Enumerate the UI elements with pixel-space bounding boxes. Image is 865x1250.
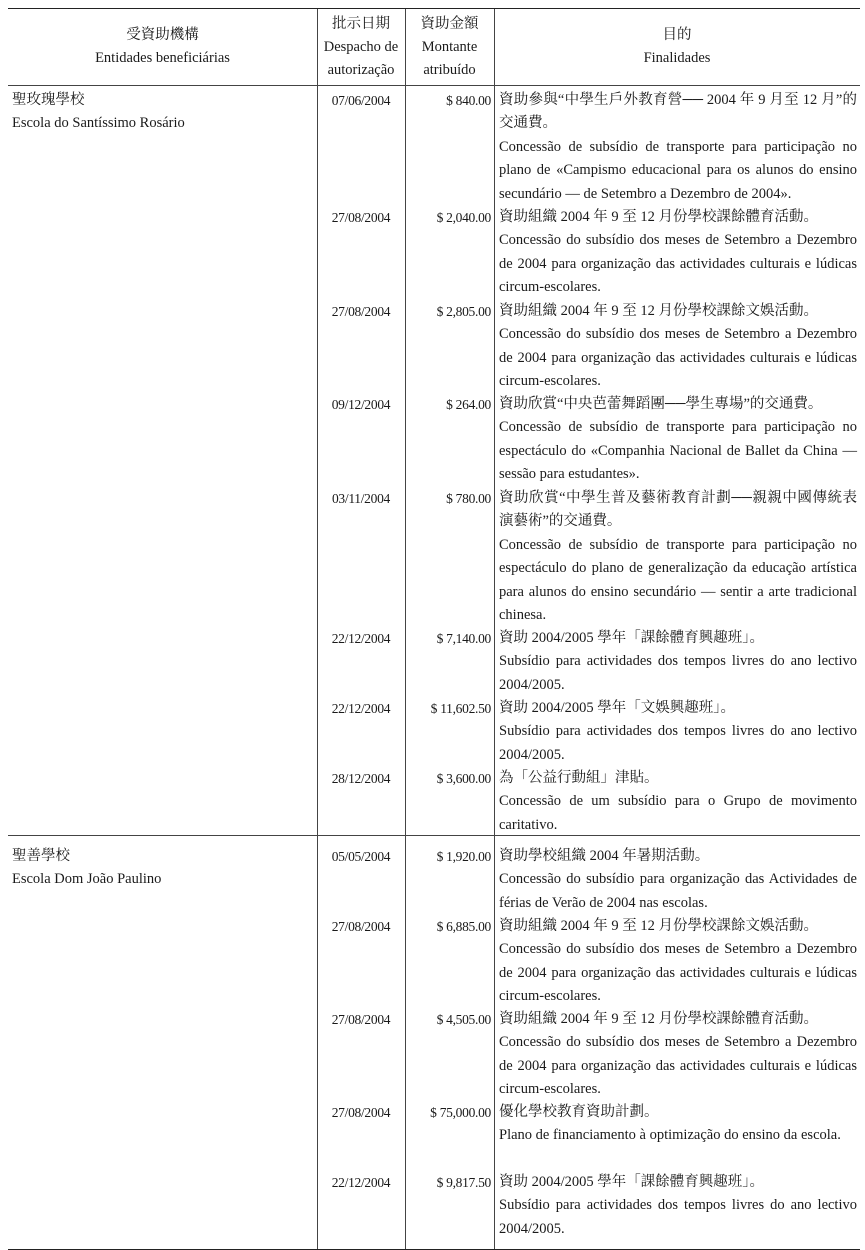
amount-cell: $ 2,040.00 bbox=[436, 210, 491, 225]
header-purpose-zh: 目的 bbox=[662, 27, 692, 43]
date-cell: 22/12/2004 bbox=[331, 631, 391, 646]
purpose-pt: Concessão de subsídio de transporte para participação no espectáculo do plano de generalização da educação artística para alunos do ensino secundário — sentir a arte tradicional chinesa. bbox=[499, 536, 857, 624]
purpose-zh: 資助組織 2004 年 9 至 12 月份學校課餘體育活動。 bbox=[499, 1011, 818, 1027]
header-purpose bbox=[494, 9, 860, 85]
header-date-pt1: Despacho de bbox=[323, 38, 399, 55]
purpose-zh: 資助 2004/2005 學年「文娛興趣班」。 bbox=[499, 700, 736, 716]
entity-name-zh: 聖玫瑰學校 bbox=[12, 92, 85, 108]
purpose-cell bbox=[499, 1008, 857, 1102]
amount-cell: $ 9,817.50 bbox=[436, 1175, 491, 1190]
purpose-zh: 資助組織 2004 年 9 至 12 月份學校課餘體育活動。 bbox=[499, 209, 818, 225]
purpose-cell bbox=[499, 627, 857, 697]
header-date bbox=[317, 9, 405, 85]
header-date-zh: 批示日期 bbox=[332, 15, 390, 32]
header-amount-pt1: Montante bbox=[421, 38, 478, 55]
purpose-pt: Concessão do subsídio para organização das Actividades de férias de Verão de 2004 nas escolas. bbox=[499, 871, 857, 911]
purpose-zh: 為「公益行動組」津貼。 bbox=[499, 770, 659, 786]
date-cell: 22/12/2004 bbox=[331, 1175, 391, 1190]
amount-cell: $ 2,805.00 bbox=[436, 304, 491, 319]
entity-name bbox=[12, 845, 161, 892]
header-date-pt2: autorização bbox=[327, 61, 395, 78]
purpose-pt: Concessão do subsídio dos meses de Setembro a Dezembro de 2004 para organização das actividades culturais e lúdicas circum-escolares. bbox=[499, 326, 857, 390]
purpose-pt: Plano de financiamento à optimização do ensino da escola. bbox=[499, 1127, 841, 1144]
purpose-cell bbox=[499, 89, 857, 206]
purpose-pt: Subsídio para actividades dos tempos livres do ano lectivo 2004/2005. bbox=[499, 1197, 857, 1237]
entity-name bbox=[12, 89, 185, 136]
purpose-cell bbox=[499, 697, 857, 767]
date-cell: 28/12/2004 bbox=[331, 771, 391, 786]
column-divider bbox=[494, 9, 495, 1249]
purpose-cell bbox=[499, 487, 857, 627]
header-divider bbox=[8, 85, 860, 86]
date-cell: 03/11/2004 bbox=[331, 491, 390, 506]
purpose-pt: Subsídio para actividades dos tempos livres do ano lectivo 2004/2005. bbox=[499, 723, 857, 763]
subsidy-table bbox=[8, 8, 860, 1250]
purpose-cell bbox=[499, 845, 857, 915]
header-amount bbox=[405, 9, 494, 85]
date-cell: 27/08/2004 bbox=[331, 919, 391, 934]
header-entities-zh: 受資助機構 bbox=[126, 27, 199, 43]
amount-cell: $ 7,140.00 bbox=[436, 631, 491, 646]
date-cell: 27/08/2004 bbox=[331, 304, 391, 319]
purpose-cell bbox=[499, 1101, 857, 1148]
header-amount-pt2: atribuído bbox=[423, 61, 476, 78]
purpose-cell bbox=[499, 206, 857, 300]
entity-name-zh: 聖善學校 bbox=[12, 848, 70, 864]
amount-cell: $ 11,602.50 bbox=[430, 701, 491, 716]
purpose-cell bbox=[499, 767, 857, 837]
amount-cell: $ 3,600.00 bbox=[436, 771, 491, 786]
amount-cell: $ 264.00 bbox=[446, 397, 491, 412]
purpose-pt: Concessão do subsídio dos meses de Setembro a Dezembro de 2004 para organização das actividades culturais e lúdicas circum-escolares. bbox=[499, 1034, 857, 1098]
purpose-zh: 資助組織 2004 年 9 至 12 月份學校課餘文娛活動。 bbox=[499, 303, 818, 319]
purpose-zh: 資助 2004/2005 學年「課餘體育興趣班」。 bbox=[499, 1174, 765, 1190]
purpose-cell bbox=[499, 393, 857, 487]
date-cell: 22/12/2004 bbox=[331, 701, 391, 716]
purpose-zh: 資助學校組織 2004 年暑期活動。 bbox=[499, 848, 710, 864]
purpose-cell bbox=[499, 915, 857, 1009]
purpose-cell bbox=[499, 300, 857, 394]
entity-name-pt: Escola Dom João Paulino bbox=[12, 871, 162, 888]
purpose-pt: Concessão de subsídio de transporte para participação no plano de «Campismo educacional para os alunos do ensino secundário — de Setembro a Dezembro de 2004». bbox=[499, 138, 857, 202]
header-entities bbox=[8, 9, 317, 85]
date-cell: 05/05/2004 bbox=[331, 849, 391, 864]
purpose-zh: 優化學校教育資助計劃。 bbox=[499, 1104, 659, 1120]
column-divider bbox=[317, 9, 318, 1249]
header-entities-pt: Entidades beneficiárias bbox=[95, 50, 230, 66]
purpose-pt: Concessão do subsídio dos meses de Setembro a Dezembro de 2004 para organização das actividades culturais e lúdicas circum-escolares. bbox=[499, 232, 857, 296]
purpose-cell bbox=[499, 1171, 857, 1241]
purpose-zh: 資助欣賞“中央芭蕾舞蹈團──學生專場”的交通費。 bbox=[499, 396, 823, 412]
amount-cell: $ 6,885.00 bbox=[436, 919, 491, 934]
amount-cell: $ 1,920.00 bbox=[436, 849, 491, 864]
purpose-pt: Concessão de subsídio de transporte para participação no espectáculo do «Companhia Nacional de Ballet da China — sessão para estudantes». bbox=[499, 419, 857, 483]
amount-cell: $ 4,505.00 bbox=[436, 1012, 491, 1027]
header-purpose-pt: Finalidades bbox=[643, 50, 711, 66]
header-amount-zh: 資助金額 bbox=[420, 15, 479, 32]
purpose-zh: 資助組織 2004 年 9 至 12 月份學校課餘文娛活動。 bbox=[499, 918, 818, 934]
amount-cell: $ 780.00 bbox=[446, 491, 491, 506]
purpose-pt: Concessão de um subsídio para o Grupo de movimento caritativo. bbox=[499, 793, 857, 833]
purpose-zh: 資助參與“中學生戶外教育營── 2004 年 9 月至 12 月”的交通費。 bbox=[499, 92, 857, 132]
date-cell: 27/08/2004 bbox=[331, 210, 391, 225]
date-cell: 07/06/2004 bbox=[331, 93, 391, 108]
purpose-zh: 資助 2004/2005 學年「課餘體育興趣班」。 bbox=[499, 630, 765, 646]
amount-cell: $ 840.00 bbox=[446, 93, 491, 108]
amount-cell: $ 75,000.00 bbox=[430, 1105, 491, 1120]
purpose-pt: Subsídio para actividades dos tempos livres do ano lectivo 2004/2005. bbox=[499, 653, 857, 693]
entity-name-pt: Escola do Santíssimo Rosário bbox=[12, 115, 185, 132]
purpose-zh: 資助欣賞“中學生普及藝術教育計劃──親親中國傳統表演藝術”的交通費。 bbox=[499, 490, 857, 530]
date-cell: 27/08/2004 bbox=[331, 1105, 391, 1120]
purpose-pt: Concessão do subsídio dos meses de Setembro a Dezembro de 2004 para organização das actividades culturais e lúdicas circum-escolares. bbox=[499, 941, 857, 1005]
date-cell: 09/12/2004 bbox=[331, 397, 391, 412]
date-cell: 27/08/2004 bbox=[331, 1012, 391, 1027]
